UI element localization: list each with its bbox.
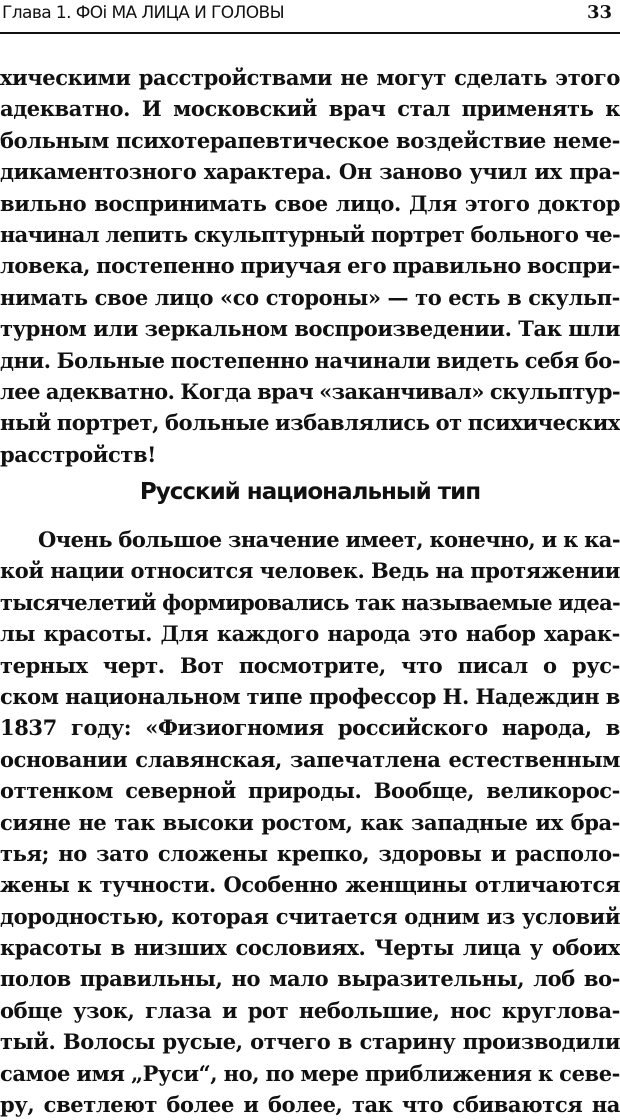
text-line: оттенком северной природы. Вообще, великорос- (0, 778, 620, 804)
text-line: красоты в низших сословиях. Черты лица у обоих (0, 935, 620, 961)
page-number: 33 (586, 2, 612, 23)
text-line: ный портрет, больные избавлялись от психических (0, 410, 620, 436)
text-line: ловека, постепенно приучая его правильно воспри- (0, 253, 620, 279)
text-line: вильно воспринимать свое лицо. Для этого доктор (0, 190, 620, 216)
text-line: расстройств! (0, 441, 156, 467)
running-header (0, 0, 620, 30)
text-line: сияне не так высоки ростом, как западные их бра- (0, 809, 620, 835)
text-line: 1837 году: «Физиогномия российского народа, в (0, 715, 620, 741)
text-line: полов правильны, но мало выразительны, лоб во- (0, 966, 620, 992)
text-line: тый. Волосы русые, отчего в старину производили (0, 1029, 620, 1055)
text-line: дикаментозного характера. Он заново учил их пра- (0, 159, 620, 185)
text-line: самое имя „Руси“, но, по мере приближения к севе- (0, 1060, 620, 1086)
text-line: основании славянская, запечатлена естественным (0, 746, 620, 772)
text-line: Очень большое значение имеет, конечно, и к ка- (38, 527, 620, 552)
text-line: нимать свое лицо «со стороны» — то есть в скульп- (0, 284, 620, 310)
text-line: кой нации относится человек. Ведь на протяжении (0, 558, 620, 584)
text-line: ском национальном типе профессор Н. Надеждин в (0, 683, 620, 709)
text-line: лее адекватно. Когда врач «заканчивал» скульптур- (0, 378, 620, 404)
running-title: Глава 1. ФОі МА ЛИЦА И ГОЛОВЫ (2, 3, 284, 23)
text-line: лы красоты. Для каждого народа это набор харак- (0, 621, 620, 647)
paragraph-continued (0, 62, 620, 470)
text-line: турном или зеркальном воспроизведении. Так шли (0, 316, 620, 342)
text-line: обще узок, глаза и рот небольшие, нос круглова- (0, 997, 620, 1023)
text-line: терных черт. Вот посмотрите, что писал о рус- (0, 652, 620, 678)
text-line: больным психотерапевтическое воздействие неме- (0, 127, 620, 153)
text-line: дни. Больные постепенно начинали видеть себя бо- (0, 347, 620, 373)
section-heading: Русский национальный тип (139, 479, 481, 505)
text-line: тысячелетий формировались так называемые идеа- (0, 589, 620, 615)
text-line: ру, светлеют более и более, так что сбиваются на (0, 1092, 620, 1118)
text-line: хическими расстройствами не могут сделать этого (0, 65, 620, 90)
text-line: адекватно. И московский врач стал применять к (0, 96, 620, 122)
header-rule (0, 32, 620, 34)
text-line: жены к тучности. Особенно женщины отличаются (0, 872, 620, 898)
text-line: тья; но зато сложены крепко, здоровы и располо- (0, 840, 620, 866)
paragraph-russian-type (0, 524, 620, 1120)
text-line: начинал лепить скульптурный портрет больного че- (0, 221, 620, 247)
text-line: дородностью, которая считается одним из условий (0, 903, 620, 929)
